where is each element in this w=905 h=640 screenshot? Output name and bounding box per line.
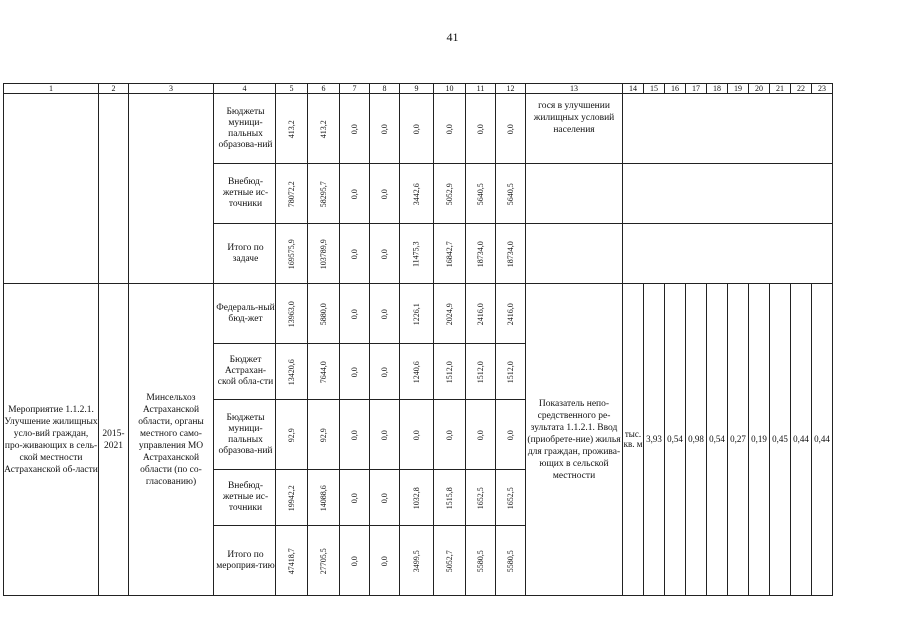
empty-cell [623,94,833,164]
value-cell: 0,0 [349,248,359,259]
funding-source: Бюджеты муници-пальных образова-ний [218,412,273,456]
value-cell: 413,2 [318,119,328,138]
value-cell: 0,0 [349,429,359,440]
funding-source: Итого по мероприя-тию [216,549,275,571]
value-cell: 0,0 [444,123,454,134]
value-cell: 1512,0 [505,360,515,383]
value-cell: 1512,0 [444,360,454,383]
value-cell: 1512,0 [475,360,485,383]
value-cell: 3442,6 [411,182,421,205]
value-cell: 0,0 [349,492,359,503]
indicator-value: 3,93 [644,284,665,596]
value-cell: 2416,0 [475,302,485,325]
value-cell: 0,0 [349,308,359,319]
col-header: 5 [276,84,308,94]
page-number: 41 [446,30,459,44]
value-cell: 0,0 [379,429,389,440]
col-header: 19 [728,84,749,94]
col-header: 17 [686,84,707,94]
empty-cell [623,224,833,284]
value-cell: 169575,9 [286,238,296,269]
measure-name: Мероприятие 1.1.2.1. Улучшение жилищных усло-вий граждан, про-живающих в сель-ской местности Астраханской об-ласти [4,284,99,596]
col-header: 3 [129,84,214,94]
col-header: 12 [496,84,526,94]
table-row [4,284,833,344]
value-cell: 1032,8 [411,486,421,509]
header-row [4,84,833,94]
value-cell: 2024,9 [444,302,454,325]
col-header: 6 [308,84,340,94]
value-cell: 14088,6 [318,484,328,511]
value-cell: 13963,0 [286,300,296,327]
col-header: 15 [644,84,665,94]
col-header: 11 [466,84,496,94]
indicator-value: 0,27 [728,284,749,596]
value-cell: 3499,5 [411,549,421,572]
indicator-cell: гося в улучшении жилищных условий населения [526,94,623,164]
col-header: 8 [370,84,400,94]
empty-cell [4,94,99,284]
funding-source: Федераль-ный бюд-жет [216,302,275,324]
value-cell: 1226,1 [411,302,421,325]
empty-cell [623,164,833,224]
col-header: 14 [623,84,644,94]
value-cell: 78072,2 [286,180,296,207]
empty-cell [99,94,129,284]
value-cell: 0,0 [379,248,389,259]
value-cell: 5052,7 [444,549,454,572]
indicator-value: 0,19 [749,284,770,596]
indicator-value: 0,98 [686,284,707,596]
col-header: 20 [749,84,770,94]
budget-table [3,83,833,596]
col-header: 10 [434,84,466,94]
funding-source: Бюджет Астрахан-ской обла-сти [217,355,274,387]
value-cell: 0,0 [475,429,485,440]
indicator-value: 0,44 [812,284,833,596]
col-header: 1 [4,84,99,94]
value-cell: 0,0 [475,123,485,134]
value-cell: 5580,5 [475,549,485,572]
value-cell: 0,0 [379,492,389,503]
value-cell: 1652,5 [475,486,485,509]
value-cell: 47418,7 [286,547,296,574]
value-cell: 0,0 [379,188,389,199]
funding-source: Бюджеты муници-пальных образова-ний [218,106,273,150]
value-cell: 0,0 [349,188,359,199]
empty-cell [526,224,623,284]
value-cell: 0,0 [349,123,359,134]
value-cell: 92,9 [286,427,296,442]
period-cell: 2015-2021 [99,284,129,596]
col-header: 7 [340,84,370,94]
value-cell: 7644,0 [318,360,328,383]
indicator-cell: Показатель непо-средственного ре-зультата 1.1.2.1. Ввод (приобрете-ние) жилья для граждан, прожива-ющих в сельской местности [526,284,623,596]
col-header: 2 [99,84,129,94]
empty-cell [129,94,214,284]
value-cell: 5580,5 [505,549,515,572]
col-header: 21 [770,84,791,94]
indicator-value: 0,54 [665,284,686,596]
value-cell: 413,2 [286,119,296,138]
indicator-value: 0,44 [791,284,812,596]
col-header: 22 [791,84,812,94]
value-cell: 58295,7 [318,180,328,207]
value-cell: 27705,5 [318,547,328,574]
value-cell: 0,0 [349,555,359,566]
value-cell: 92,9 [318,427,328,442]
value-cell: 19942,2 [286,484,296,511]
value-cell: 18734,0 [505,240,515,267]
indicator-value: 0,54 [707,284,728,596]
value-cell: 0,0 [379,555,389,566]
value-cell: 11475,3 [411,241,421,267]
col-header: 18 [707,84,728,94]
value-cell: 18734,0 [475,240,485,267]
value-cell: 0,0 [379,308,389,319]
value-cell: 5880,0 [318,302,328,325]
value-cell: 103789,9 [318,238,328,269]
value-cell: 0,0 [444,429,454,440]
value-cell: 5640,5 [505,182,515,205]
value-cell: 0,0 [349,366,359,377]
value-cell: 1240,6 [411,360,421,383]
executor-cell: Минсельхоз Астраханской области, органы местного само-управления МО Астраханской области (по со-гласованию) [129,284,214,596]
col-header: 13 [526,84,623,94]
funding-source: Внебюд-жетные ис-точники [222,177,269,209]
value-cell: 0,0 [411,123,421,134]
value-cell: 13420,6 [286,358,296,385]
funding-source: Внебюд-жетные ис-точники [222,481,269,513]
value-cell: 0,0 [505,429,515,440]
value-cell: 0,0 [379,123,389,134]
col-header: 4 [214,84,276,94]
unit-cell: тыс. кв. м [623,284,644,596]
value-cell: 2416,0 [505,302,515,325]
table-row [4,94,833,164]
col-header: 23 [812,84,833,94]
indicator-value: 0,45 [770,284,791,596]
value-cell: 0,0 [379,366,389,377]
value-cell: 0,0 [411,429,421,440]
funding-source: Итого по задаче [227,242,264,264]
value-cell: 0,0 [505,123,515,134]
col-header: 9 [400,84,434,94]
value-cell: 1515,8 [444,486,454,509]
value-cell: 1652,5 [505,486,515,509]
value-cell: 5052,9 [444,182,454,205]
empty-cell [526,164,623,224]
value-cell: 16842,7 [444,240,454,267]
value-cell: 5640,5 [475,182,485,205]
col-header: 16 [665,84,686,94]
